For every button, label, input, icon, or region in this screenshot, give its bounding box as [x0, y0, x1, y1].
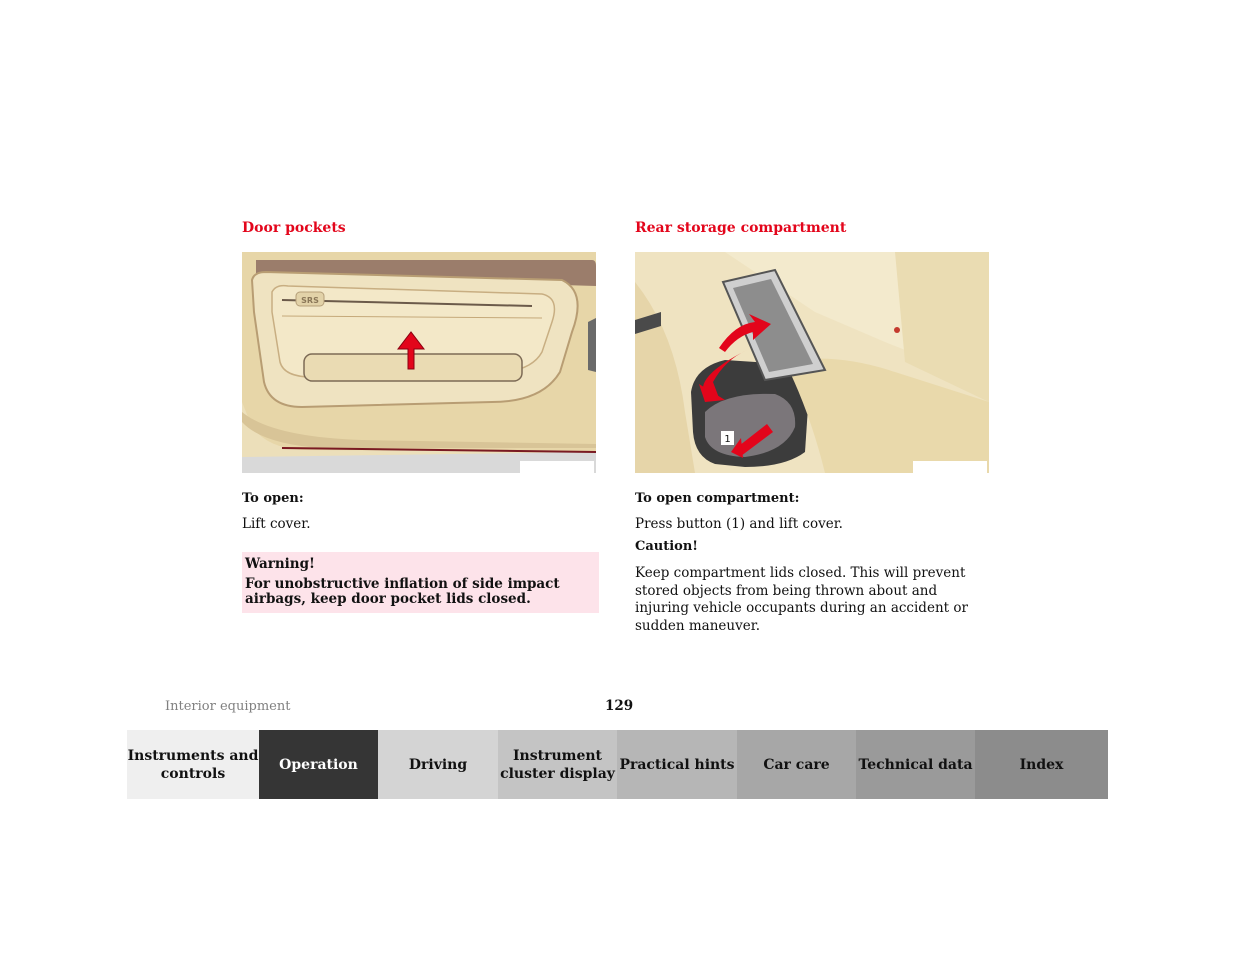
footer-section-title: Interior equipment — [165, 699, 291, 714]
door-pockets-section — [242, 220, 602, 613]
door-pocket-illustration — [242, 252, 596, 473]
figure-label-area — [520, 461, 594, 473]
rear-storage-illustration — [635, 252, 989, 473]
door-open-subheading: To open: — [242, 491, 304, 506]
compartment-open-subheading: To open compartment: — [635, 491, 800, 506]
tab-driving[interactable]: Driving — [378, 730, 498, 799]
callout-number: 1 — [724, 434, 731, 445]
figure-label-area — [913, 461, 987, 473]
warning-title: Warning! — [245, 556, 315, 572]
tab-practical-hints[interactable]: Practical hints — [617, 730, 737, 799]
rear-storage-heading: Rear storage compartment — [635, 220, 847, 236]
door-open-text: Lift cover. — [242, 516, 311, 532]
tab-instrument-cluster-display[interactable]: Instrument cluster display — [498, 730, 617, 799]
page-number: 129 — [605, 698, 634, 714]
tab-operation[interactable]: Operation — [259, 730, 378, 799]
warning-box — [242, 552, 599, 613]
chapter-navigation — [127, 730, 1108, 799]
tab-car-care[interactable]: Car care — [737, 730, 856, 799]
tab-instruments-and-controls[interactable]: Instruments and controls — [127, 730, 259, 799]
door-pockets-heading: Door pockets — [242, 220, 346, 236]
caution-title: Caution! — [635, 539, 698, 554]
compartment-open-text: Press button (1) and lift cover. — [635, 516, 843, 532]
tab-technical-data[interactable]: Technical data — [856, 730, 975, 799]
tab-index[interactable]: Index — [975, 730, 1108, 799]
rear-storage-section — [635, 220, 990, 635]
srs-badge: SRS — [301, 296, 319, 305]
caution-body: Keep compartment lids closed. This will prevent stored objects from being thrown about and injuring vehicle occupants during an accident or sudden maneuver. — [635, 565, 968, 634]
warning-body: For unobstructive inflation of side impact airbags, keep door pocket lids closed. — [245, 576, 560, 607]
